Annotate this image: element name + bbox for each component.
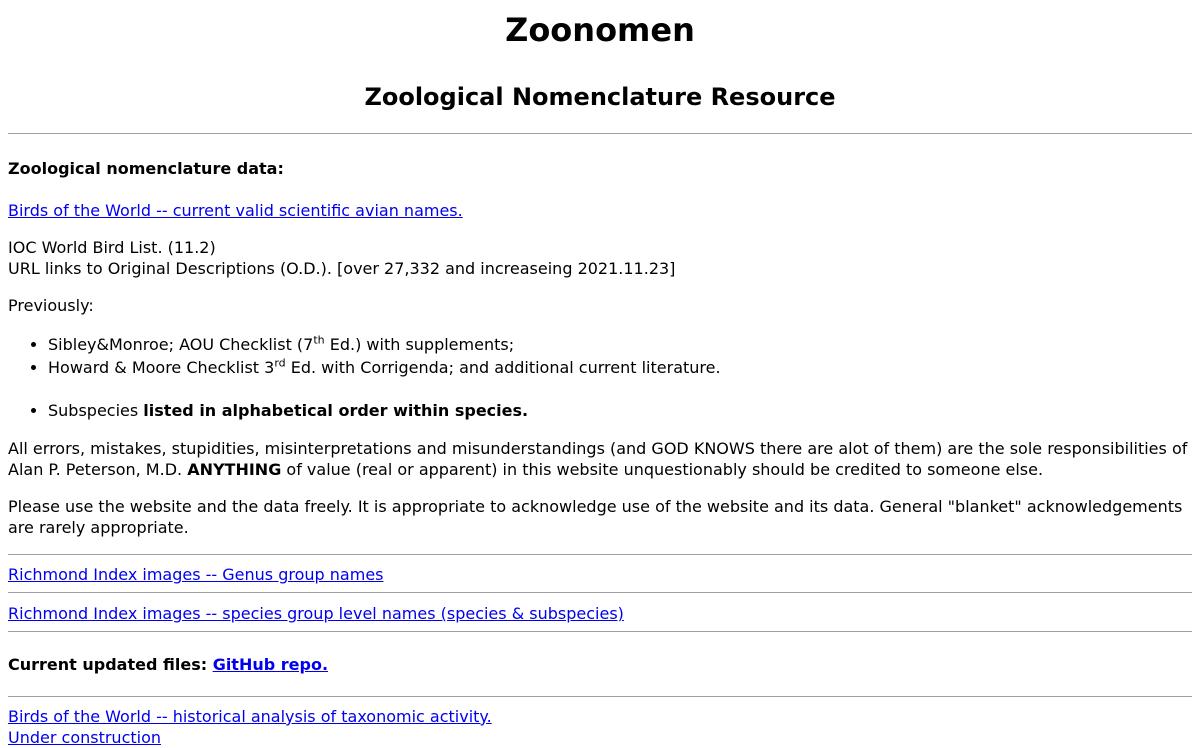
previously-label: Previously: xyxy=(8,296,94,315)
howard-sup: rd xyxy=(274,356,286,370)
ioc-line: IOC World Bird List. (11.2) xyxy=(8,238,216,257)
list-item xyxy=(48,356,1192,379)
current-files-label: Current updated files: xyxy=(8,655,213,674)
errors-text: All errors, mistakes, stupidities, misinterpretations and misunderstandings (and GOD KNOWS there are alot of them) are the sole responsibilities of Alan P. Peterson, M.D. xyxy=(8,439,1188,479)
richmond-species-link[interactable]: Richmond Index images -- species group level names (species & subspecies) xyxy=(8,604,624,623)
previous-list xyxy=(8,333,1192,379)
list-item xyxy=(48,400,1192,421)
list-item xyxy=(48,333,1192,356)
data-heading: Zoological nomenclature data: xyxy=(8,159,284,178)
subspecies-bold: listed in alphabetical order within species. xyxy=(143,401,529,420)
birds-link-para xyxy=(8,200,1192,221)
sibley-text-a: Sibley&Monroe; AOU Checklist (7 xyxy=(48,335,314,354)
howard-text-a: Howard & Moore Checklist 3 xyxy=(48,358,275,377)
divider xyxy=(8,133,1192,134)
ioc-info xyxy=(8,237,1192,279)
historical-link[interactable]: Birds of the World -- historical analysis of taxonomic activity. xyxy=(8,707,492,726)
divider xyxy=(8,592,1192,593)
richmond-genus-link[interactable]: Richmond Index images -- Genus group names xyxy=(8,565,384,584)
divider xyxy=(8,554,1192,555)
richmond-species-para xyxy=(8,603,1192,631)
current-files-para xyxy=(8,654,1192,675)
richmond-genus-para xyxy=(8,564,1192,592)
sibley-text-b: Ed.) with supplements; xyxy=(324,335,515,354)
errors-paragraph xyxy=(8,438,1192,480)
errors-text-end: of value (real or apparent) in this website unquestionably should be credited to someone else. xyxy=(281,460,1044,479)
birds-of-world-link[interactable]: Birds of the World -- current valid scientific avian names. xyxy=(8,201,463,220)
historical-para xyxy=(8,706,1192,748)
anything-bold: ANYTHING xyxy=(187,460,282,479)
divider xyxy=(8,631,1192,632)
subspecies-text: Subspecies xyxy=(48,401,144,420)
github-link[interactable]: GitHub repo. xyxy=(212,655,329,674)
page-subtitle: Zoological Nomenclature Resource xyxy=(364,83,836,111)
howard-text-b: Ed. with Corrigenda; and additional current literature. xyxy=(285,358,721,377)
divider xyxy=(8,696,1192,697)
sibley-sup: th xyxy=(313,333,325,347)
url-line: URL links to Original Descriptions (O.D.). [over 27,332 and increaseing 2021.11.23] xyxy=(8,259,676,278)
subspecies-list xyxy=(8,400,1192,421)
page-title: Zoonomen xyxy=(505,11,695,49)
please-paragraph: Please use the website and the data freely. It is appropriate to acknowledge use of the website and its data. General "blanket" acknowledgements are rarely appropriate. xyxy=(8,497,1183,537)
under-construction-link[interactable]: Under construction xyxy=(8,728,162,747)
